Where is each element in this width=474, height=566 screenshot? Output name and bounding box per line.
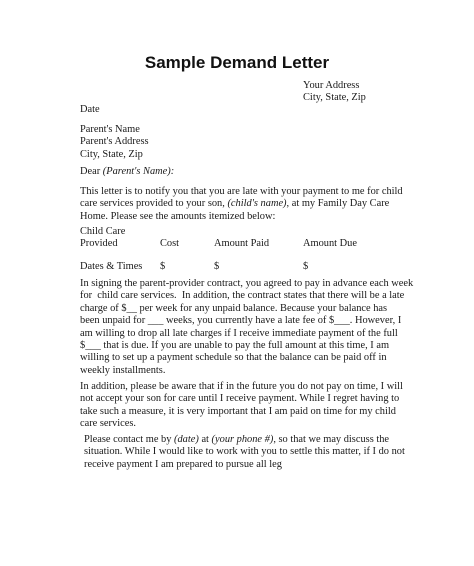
paragraph-line: $___ that is due. If you are unable to pay the full amount at this time, I am [80, 340, 390, 352]
paragraph-contract-terms [80, 278, 413, 377]
paragraph-line: care services. [80, 418, 136, 430]
paragraph-line: In addition, please be aware that if in the future you do not pay on time, I will [80, 381, 403, 392]
paragraph-line: take such a measure, it is very important that I am paid on time for my child [80, 405, 396, 417]
table-cell-dates: Dates & Times [80, 261, 143, 272]
table-header-provided: Provided [80, 238, 118, 249]
recipient-address [80, 124, 149, 161]
line-prefix: care services provided to your son, [80, 198, 228, 210]
recipient-name: Parent's Name [80, 124, 140, 135]
table-header-amount-due: Amount Due [303, 238, 357, 249]
line-suffix: , at my Family Day Care [286, 198, 390, 210]
return-address-line: Your Address [303, 80, 360, 91]
paragraph-future-payments [80, 381, 403, 431]
table-cell-cost: $ [160, 261, 166, 272]
paragraph-line: situation. While I would like to work with you to settle this matter, if I do not [84, 446, 405, 458]
date-line: Date [80, 104, 100, 115]
paragraph-line: weekly installments. [80, 364, 166, 376]
paragraph-line: In signing the parent-provider contract, you agreed to pay in advance each week [80, 278, 414, 289]
table-header-cost: Cost [160, 238, 180, 249]
paragraph-line: not accept your son for care until I receive payment. While I regret having to [80, 393, 400, 405]
paragraph-line [80, 198, 403, 210]
child-name-placeholder: (child's name) [227, 198, 287, 210]
paragraph-line: charge of $__ per week for any unpaid balance. Because your balance has [80, 302, 388, 314]
table-heading: Child Care [80, 226, 126, 237]
paragraph-line: for child care services. In addition, the contract states that there will be a late [80, 290, 405, 302]
paragraph-contact-request [84, 434, 405, 471]
salutation [80, 166, 174, 178]
paragraph-line: am willing to drop all late charges if I receive immediate payment of the full [80, 327, 398, 339]
table-header-row [0, 238, 474, 252]
date-placeholder: (date) [174, 434, 199, 445]
line-suffix: , so that we may discuss the [273, 434, 390, 445]
recipient-address-line: Parent's Address [80, 136, 149, 148]
salutation-placeholder: (Parent's Name): [102, 166, 175, 177]
salutation-prefix: Dear [80, 166, 103, 177]
paragraph-line: This letter is to notify you that you are late with your payment to me for child [80, 186, 403, 197]
paragraph-line: receive payment I am prepared to pursue all leg [84, 458, 282, 470]
letter-title: Sample Demand Letter [144, 53, 330, 72]
phone-placeholder: (your phone #) [211, 434, 274, 445]
line-mid: at [198, 434, 212, 445]
paragraph-line: Home. Please see the amounts itemized below: [80, 210, 276, 222]
recipient-city-state-zip: City, State, Zip [80, 148, 143, 160]
table-cell-amount-due: $ [303, 261, 309, 272]
paragraph-line [84, 434, 405, 446]
line-prefix: Please contact me by [84, 434, 175, 445]
return-city-state-zip: City, State, Zip [303, 92, 366, 104]
paragraph-notice [80, 186, 403, 223]
return-address [303, 80, 366, 105]
table-cell-amount-paid: $ [214, 261, 220, 272]
paragraph-line: been unpaid for ___ weeks, you currently have a late fee of $___. However, I [80, 315, 402, 327]
table-header-amount-paid: Amount Paid [214, 238, 270, 249]
table-row [0, 261, 474, 275]
paragraph-line: willing to set up a payment schedule so that the balance can be paid off in [80, 352, 387, 364]
